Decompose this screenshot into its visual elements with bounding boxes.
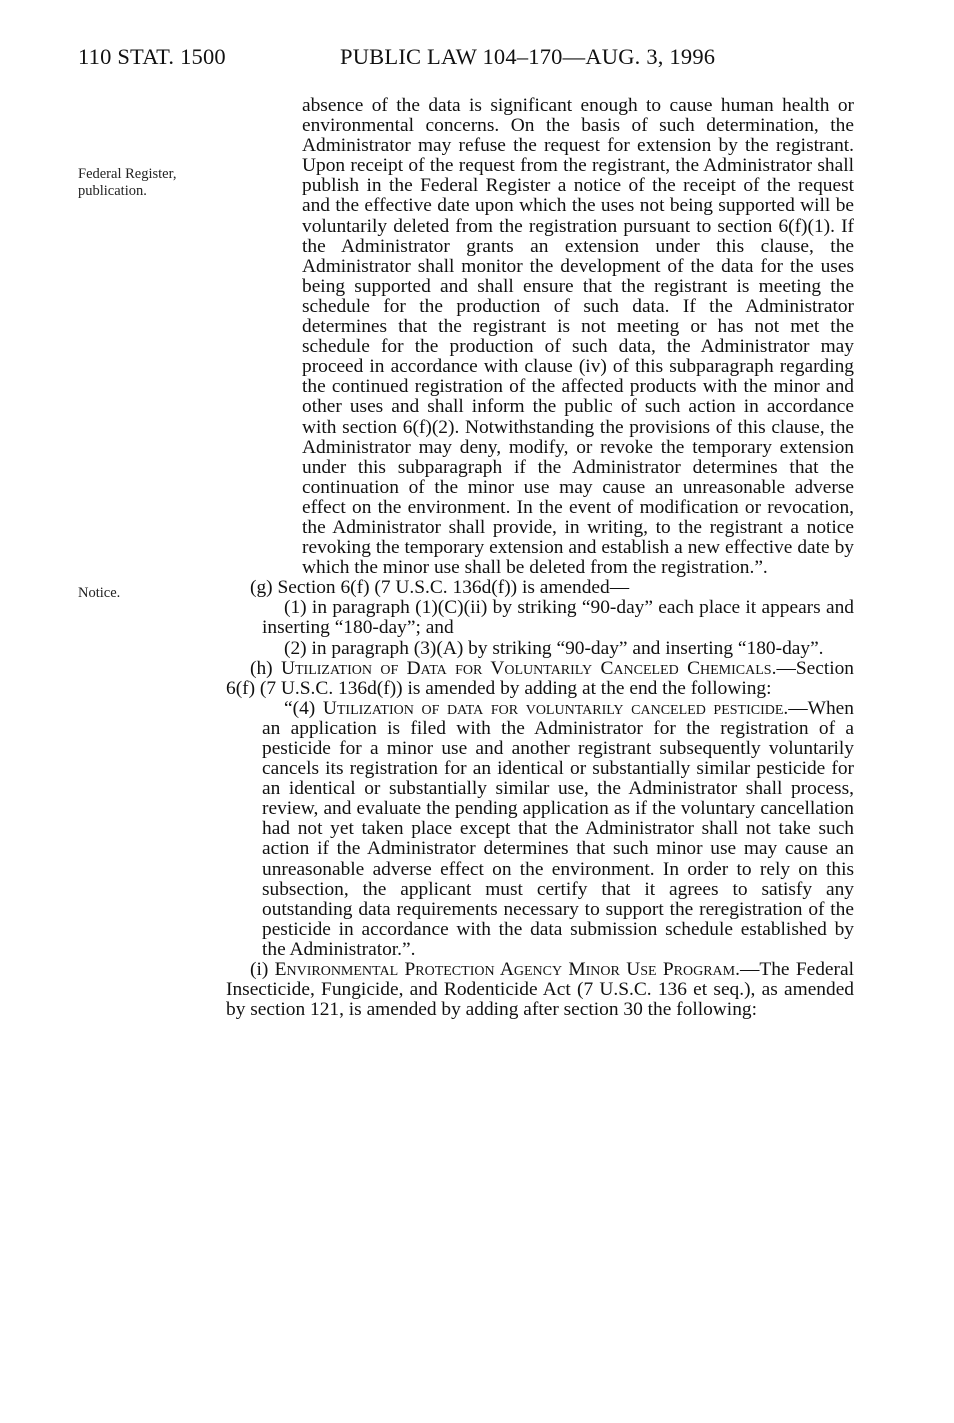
subsection-h: [226, 659, 854, 699]
margin-note-line: publication.: [78, 183, 147, 199]
margin-note-notice: [78, 585, 120, 602]
subsection-h-text: —Section 6(f) (7 U.S.C. 136d(f)) is amended by adding at the end the following:: [226, 657, 854, 699]
quoted-paragraph-label: “(4): [284, 697, 323, 719]
subsection-h-label: (h): [250, 657, 281, 679]
paragraph-continuation: absence of the data is significant enough to cause human health or environmental concerns. On the basis of such determination, the Administrator may refuse the request for extension by the registrant. Upon receipt of the request from the registrant, the Administrator shall publish in the Federal Register a notice of the receipt of the request and the effective date upon which the uses not being supported will be voluntarily deleted from the registration pursuant to section 6(f)(1). If the Administrator grants an extension under this clause, the Administrator shall monitor the development of the data for the uses being supported and shall ensure that the registrant is meeting the schedule for the production of such data. If the Administrator determines that the registrant is not meeting or has not met the schedule for the production of such data, the Administrator may proceed in accordance with clause (iv) of this subparagraph regarding the continued registration of the affected products with the minor and other uses and shall inform the public of such action in accordance with section 6(f)(2). Notwithstanding the provisions of this clause, the Administrator may deny, modify, or revoke the temporary extension under this subparagraph if the Administrator determines that the continuation of the minor use may cause an unreasonable adverse effect on the environment. In the event of modification or revocation, the Administrator shall provide, in writing, to the registrant a notice revoking the temporary extension and establish a new effective date by which the minor use shall be deleted from the registration.”.: [302, 95, 854, 579]
public-law-citation: PUBLIC LAW 104–170—AUG. 3, 1996: [340, 44, 716, 69]
subsection-g-item-2: (2) in paragraph (3)(A) by striking “90-day” and inserting “180-day”.: [284, 637, 824, 659]
statute-page-number: 110 STAT. 1500: [78, 44, 226, 69]
subsection-i: [226, 960, 854, 1020]
subsection-i-text: —The Federal Insecticide, Fungicide, and Rodenticide Act (7 U.S.C. 136 et seq.), as amended by section 121, is amended by adding after section 30 the following:: [226, 959, 854, 1021]
body-text: [226, 96, 854, 1020]
subsection-g-item-1: (1) in paragraph (1)(C)(ii) by striking “90-day” each place it appears and inserting “180-day”; and: [262, 597, 854, 639]
quoted-paragraph-text: —When an application is filed with the Administrator for the registration of a pesticide for a minor use and another registrant subsequently voluntarily cancels its registration for an identical or substantially similar pesticide for an identical or substantially similar use, the Administrator shall process, review, and evaluate the pending application as if the voluntary cancellation had not yet taken place except that the Administrator shall not take such action if the Administrator determines that such minor use may cause an unreasonable adverse effect on the environment. In order to rely on this subsection, the applicant must certify that it agrees to satisfy any outstanding data requirements necessary to support the reregistration of the pesticide in accordance with the data submission schedule established by the Administrator.”.: [262, 697, 854, 960]
margin-note-federal-register: [78, 166, 176, 200]
margin-note-line: Notice.: [78, 585, 121, 601]
subsection-i-heading: Environmental Protection Agency Minor Use Program.: [274, 959, 740, 981]
subsection-i-label: (i): [250, 959, 275, 981]
margin-note-line: Federal Register,: [78, 166, 177, 182]
quoted-paragraph-4: [262, 699, 854, 960]
subsection-g-intro: (g) Section 6(f) (7 U.S.C. 136d(f)) is amended—: [250, 577, 630, 599]
subsection-h-heading: Utilization of Data for Voluntarily Canceled Chemicals.: [281, 657, 777, 679]
quoted-paragraph-heading: Utilization of data for voluntarily canceled pesticide.: [322, 697, 789, 719]
